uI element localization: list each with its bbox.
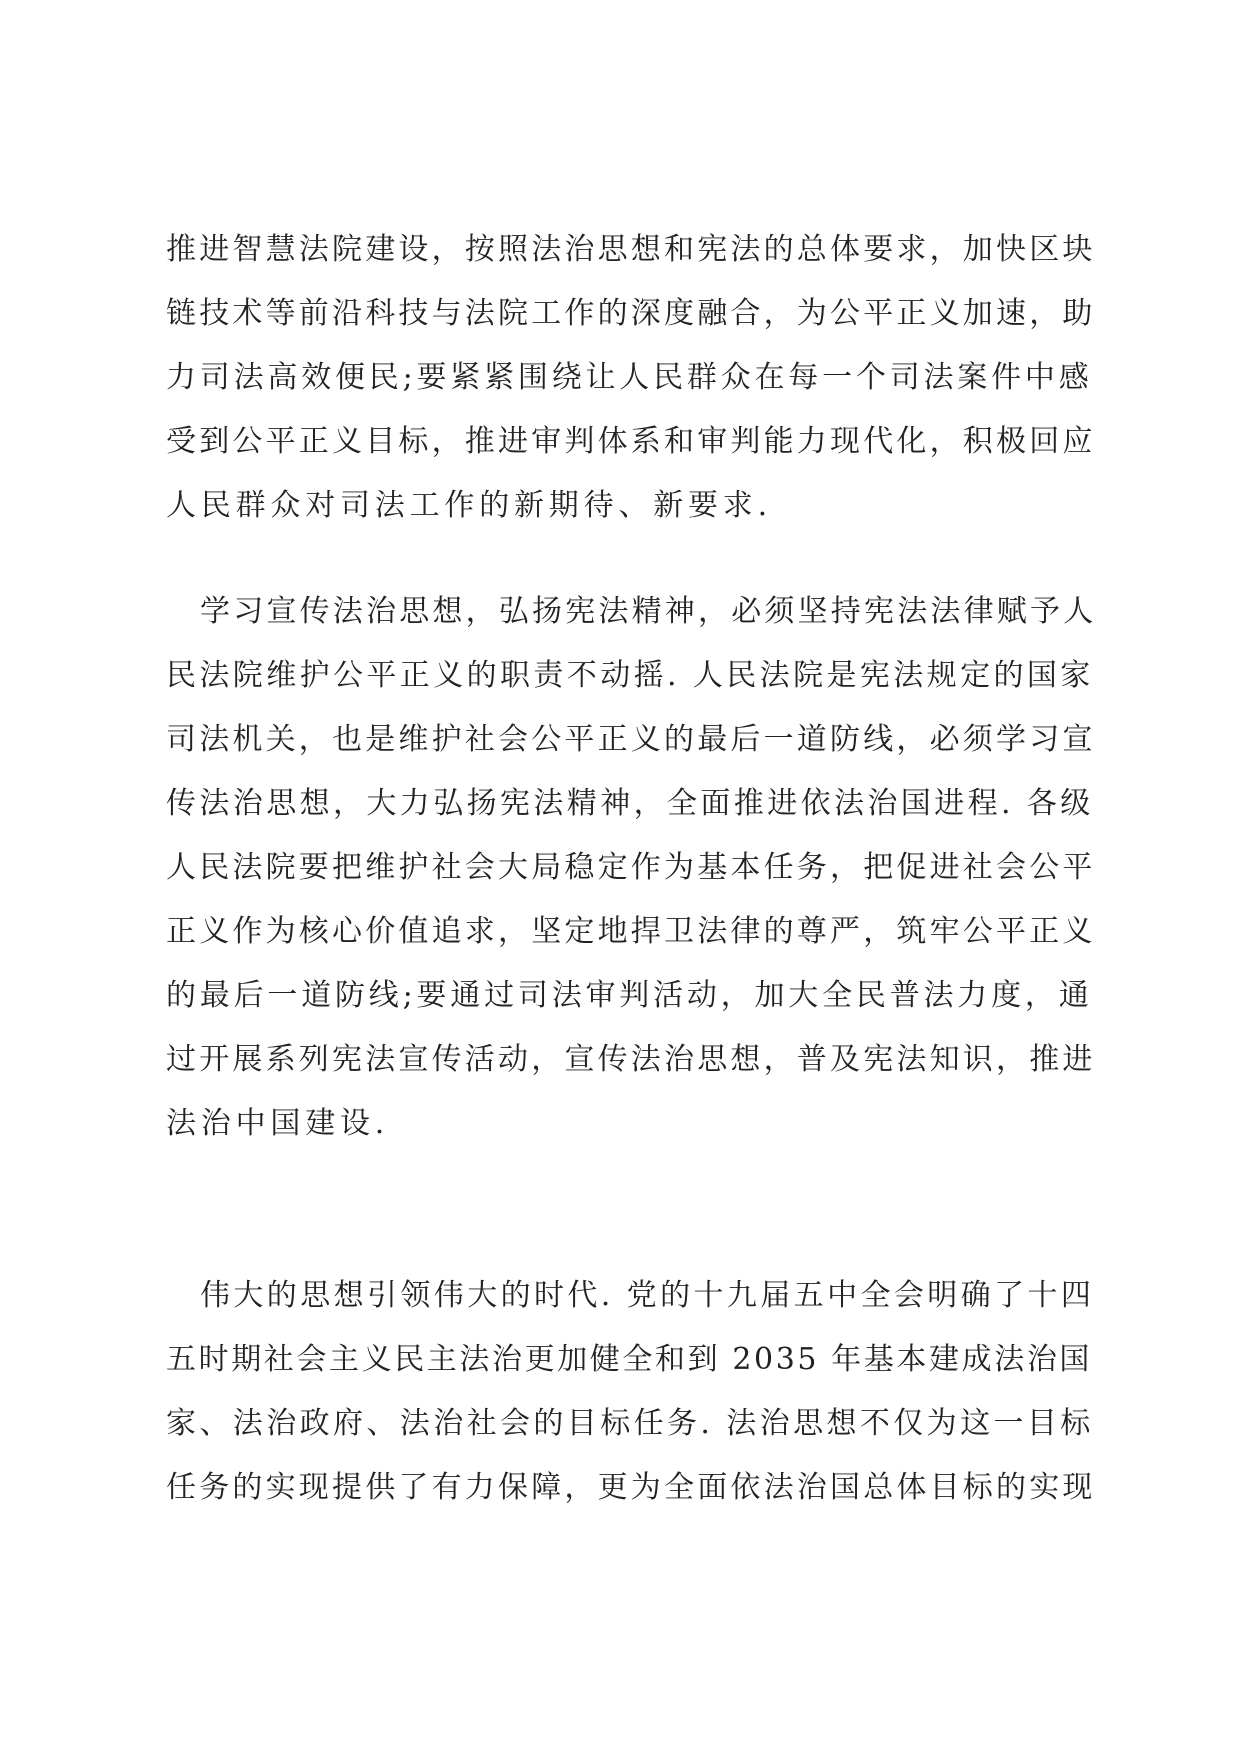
paragraph-line: 五时期社会主义民主法治更加健全和到 2035 年基本建成法治国 (166, 1342, 1093, 1377)
paragraph-line: 推进智慧法院建设，按照法治思想和宪法的总体要求，加快区块 (166, 232, 1096, 267)
paragraph-line: 传法治思想，大力弘扬宪法精神，全面推进依法治国进程. 各级 (166, 786, 1094, 821)
paragraph-line: 家、法治政府、法治社会的目标任务. 法治思想不仅为这一目标 (166, 1406, 1094, 1441)
paragraph-line: 受到公平正义目标，推进审判体系和审判能力现代化，积极回应 (166, 424, 1096, 459)
paragraph-line: 伟大的思想引领伟大的时代. 党的十九届五中全会明确了十四 (200, 1278, 1095, 1313)
paragraph-line: 任务的实现提供了有力保障，更为全面依法治国总体目标的实现 (166, 1470, 1096, 1505)
paragraph-line: 司法机关，也是维护社会公平正义的最后一道防线，必须学习宣 (166, 722, 1096, 757)
paragraph-line: 过开展系列宪法宣传活动，宣传法治思想，普及宪法知识，推进 (166, 1042, 1096, 1077)
paragraph-line: 人民群众对司法工作的新期待、新要求. (166, 488, 772, 523)
paragraph-line: 民法院维护公平正义的职责不动摇. 人民法院是宪法规定的国家 (166, 658, 1094, 693)
paragraph-line: 力司法高效便民;要紧紧围绕让人民群众在每一个司法案件中感 (166, 360, 1093, 395)
paragraph-line: 法治中国建设. (166, 1106, 390, 1141)
paragraph-line: 人民法院要把维护社会大局稳定作为基本任务，把促进社会公平 (166, 850, 1096, 885)
paragraph-line: 的最后一道防线;要通过司法审判活动，加大全民普法力度，通 (166, 978, 1093, 1013)
paragraph-line: 链技术等前沿科技与法院工作的深度融合，为公平正义加速，助 (166, 296, 1096, 331)
paragraph-line: 正义作为核心价值追求，坚定地捍卫法律的尊严，筑牢公平正义 (166, 914, 1096, 949)
paragraph-line: 学习宣传法治思想，弘扬宪法精神，必须坚持宪法法律赋予人 (200, 594, 1097, 629)
